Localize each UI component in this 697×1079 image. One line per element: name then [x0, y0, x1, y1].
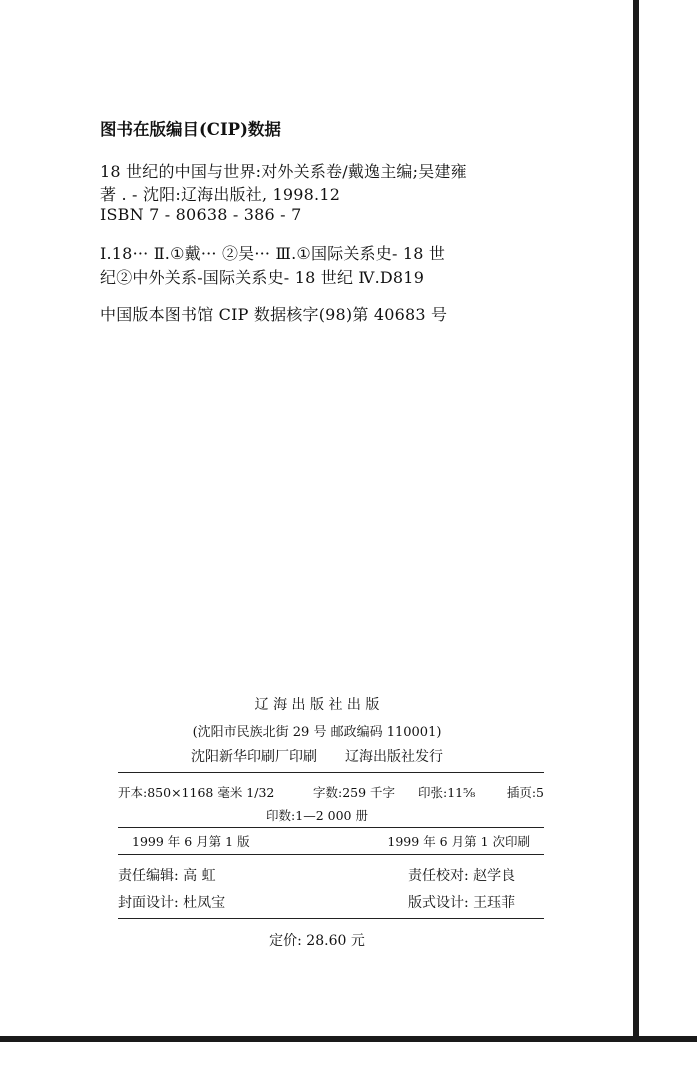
cip-record-number: 中国版本图书馆 CIP 数据核字(98)第 40683 号 [100, 305, 448, 324]
cip-heading: 图书在版编目(CIP)数据 [100, 120, 281, 139]
imprint-edition: 1999 年 6 月第 1 版 [132, 834, 250, 849]
imprint-address: (沈阳市民族北街 29 号 邮政编码 110001) [192, 725, 442, 740]
cip-title-line: 18 世纪的中国与世界:对外关系卷/戴逸主编;吴建雍 [100, 162, 467, 181]
page-spine-edge [633, 0, 639, 1040]
cip-isbn: ISBN 7 - 80638 - 386 - 7 [100, 205, 302, 224]
rule-top [118, 772, 544, 773]
credit-cover-design: 封面设计: 杜凤宝 [118, 895, 226, 911]
imprint-sheets: 印张:11⅝ [418, 785, 476, 800]
cip-publication-line: 著 . - 沈阳:辽海出版社, 1998.12 [100, 185, 341, 204]
rule-credits [118, 854, 544, 855]
imprint-publisher: 辽 海 出 版 社 出 版 [254, 697, 380, 713]
imprint-format: 开本:850×1168 毫米 1/32 [118, 785, 275, 800]
credit-proofreader: 责任校对: 赵学良 [408, 868, 516, 884]
imprint-distributor: 辽海出版社发行 [345, 749, 443, 765]
imprint-printing: 1999 年 6 月第 1 次印刷 [387, 834, 530, 849]
imprint-plates: 插页:5 [506, 785, 544, 800]
imprint-printer: 沈阳新华印刷厂印刷 [191, 749, 317, 765]
imprint-print-run: 印数:1—2 000 册 [266, 808, 368, 823]
credit-editor: 责任编辑: 高 虹 [118, 868, 216, 884]
cip-classification-line-1: Ⅰ.18··· Ⅱ.①戴··· ②吴··· Ⅲ.①国际关系史- 18 世 [100, 244, 446, 263]
credit-layout-design: 版式设计: 王珏菲 [408, 895, 516, 911]
page-bottom-edge [0, 1036, 697, 1042]
rule-middle [118, 827, 544, 828]
rule-bottom [118, 918, 544, 919]
imprint-printer-distributor [0, 746, 634, 766]
imprint-words: 字数:259 千字 [313, 785, 396, 800]
cip-classification-line-2: 纪②中外关系-国际关系史- 18 世纪 Ⅳ.D819 [100, 268, 425, 287]
imprint-price: 定价: 28.60 元 [269, 933, 365, 949]
